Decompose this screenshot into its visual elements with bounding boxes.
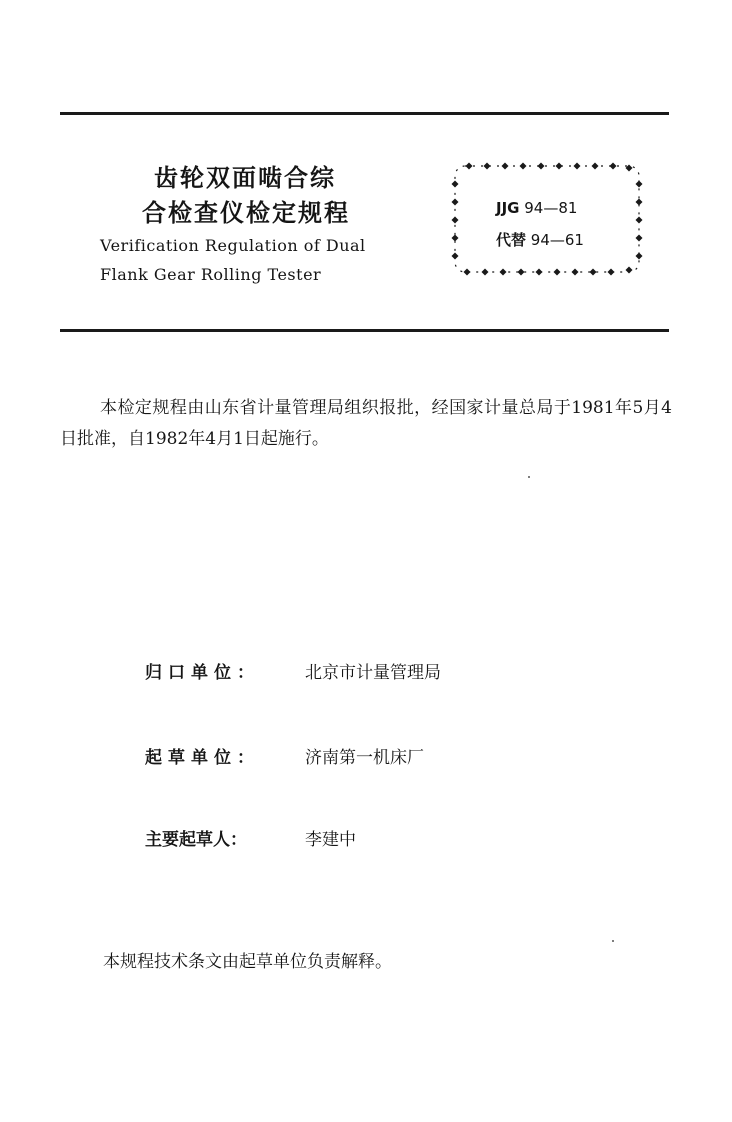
- code-frame: [449, 160, 645, 278]
- meta-value: 李建中: [305, 830, 356, 850]
- replaces-code-number: 94—61: [530, 231, 584, 249]
- meta-row-main-drafter: [145, 828, 356, 852]
- standard-code-prefix: JJG: [496, 199, 520, 217]
- standard-code-number: 94—81: [524, 199, 578, 217]
- standard-code: [496, 198, 577, 218]
- meta-row-responsible-unit: [145, 661, 441, 685]
- meta-row-drafting-unit: [145, 746, 424, 770]
- title-chinese-line-1: 齿轮双面啮合综: [154, 164, 336, 192]
- interpretation-note: 本规程技术条文由起草单位负责解释。: [103, 952, 392, 972]
- bottom-rule: [60, 329, 669, 332]
- meta-value: 济南第一机床厂: [305, 748, 424, 768]
- ornamental-border-icon: [449, 160, 645, 278]
- scan-speck: [612, 940, 614, 942]
- top-rule: [60, 112, 669, 115]
- replaces-code: [496, 230, 584, 250]
- title-english-line-2: Flank Gear Rolling Tester: [100, 265, 322, 284]
- meta-label: 主要起草人：: [145, 830, 247, 850]
- scan-speck: [528, 476, 530, 478]
- title-chinese-line-2: 合检查仪检定规程: [142, 199, 350, 227]
- replaces-code-prefix: 代替: [496, 231, 527, 249]
- approval-paragraph: 本检定规程由山东省计量管理局组织报批，经国家计量总局于1981年5月4日批准，自1982年4月1日起施行。: [60, 398, 672, 449]
- title-english-line-1: Verification Regulation of Dual: [100, 236, 366, 255]
- meta-label: 起草单位：: [145, 748, 260, 768]
- meta-label: 归口单位：: [145, 663, 260, 683]
- meta-value: 北京市计量管理局: [305, 663, 441, 683]
